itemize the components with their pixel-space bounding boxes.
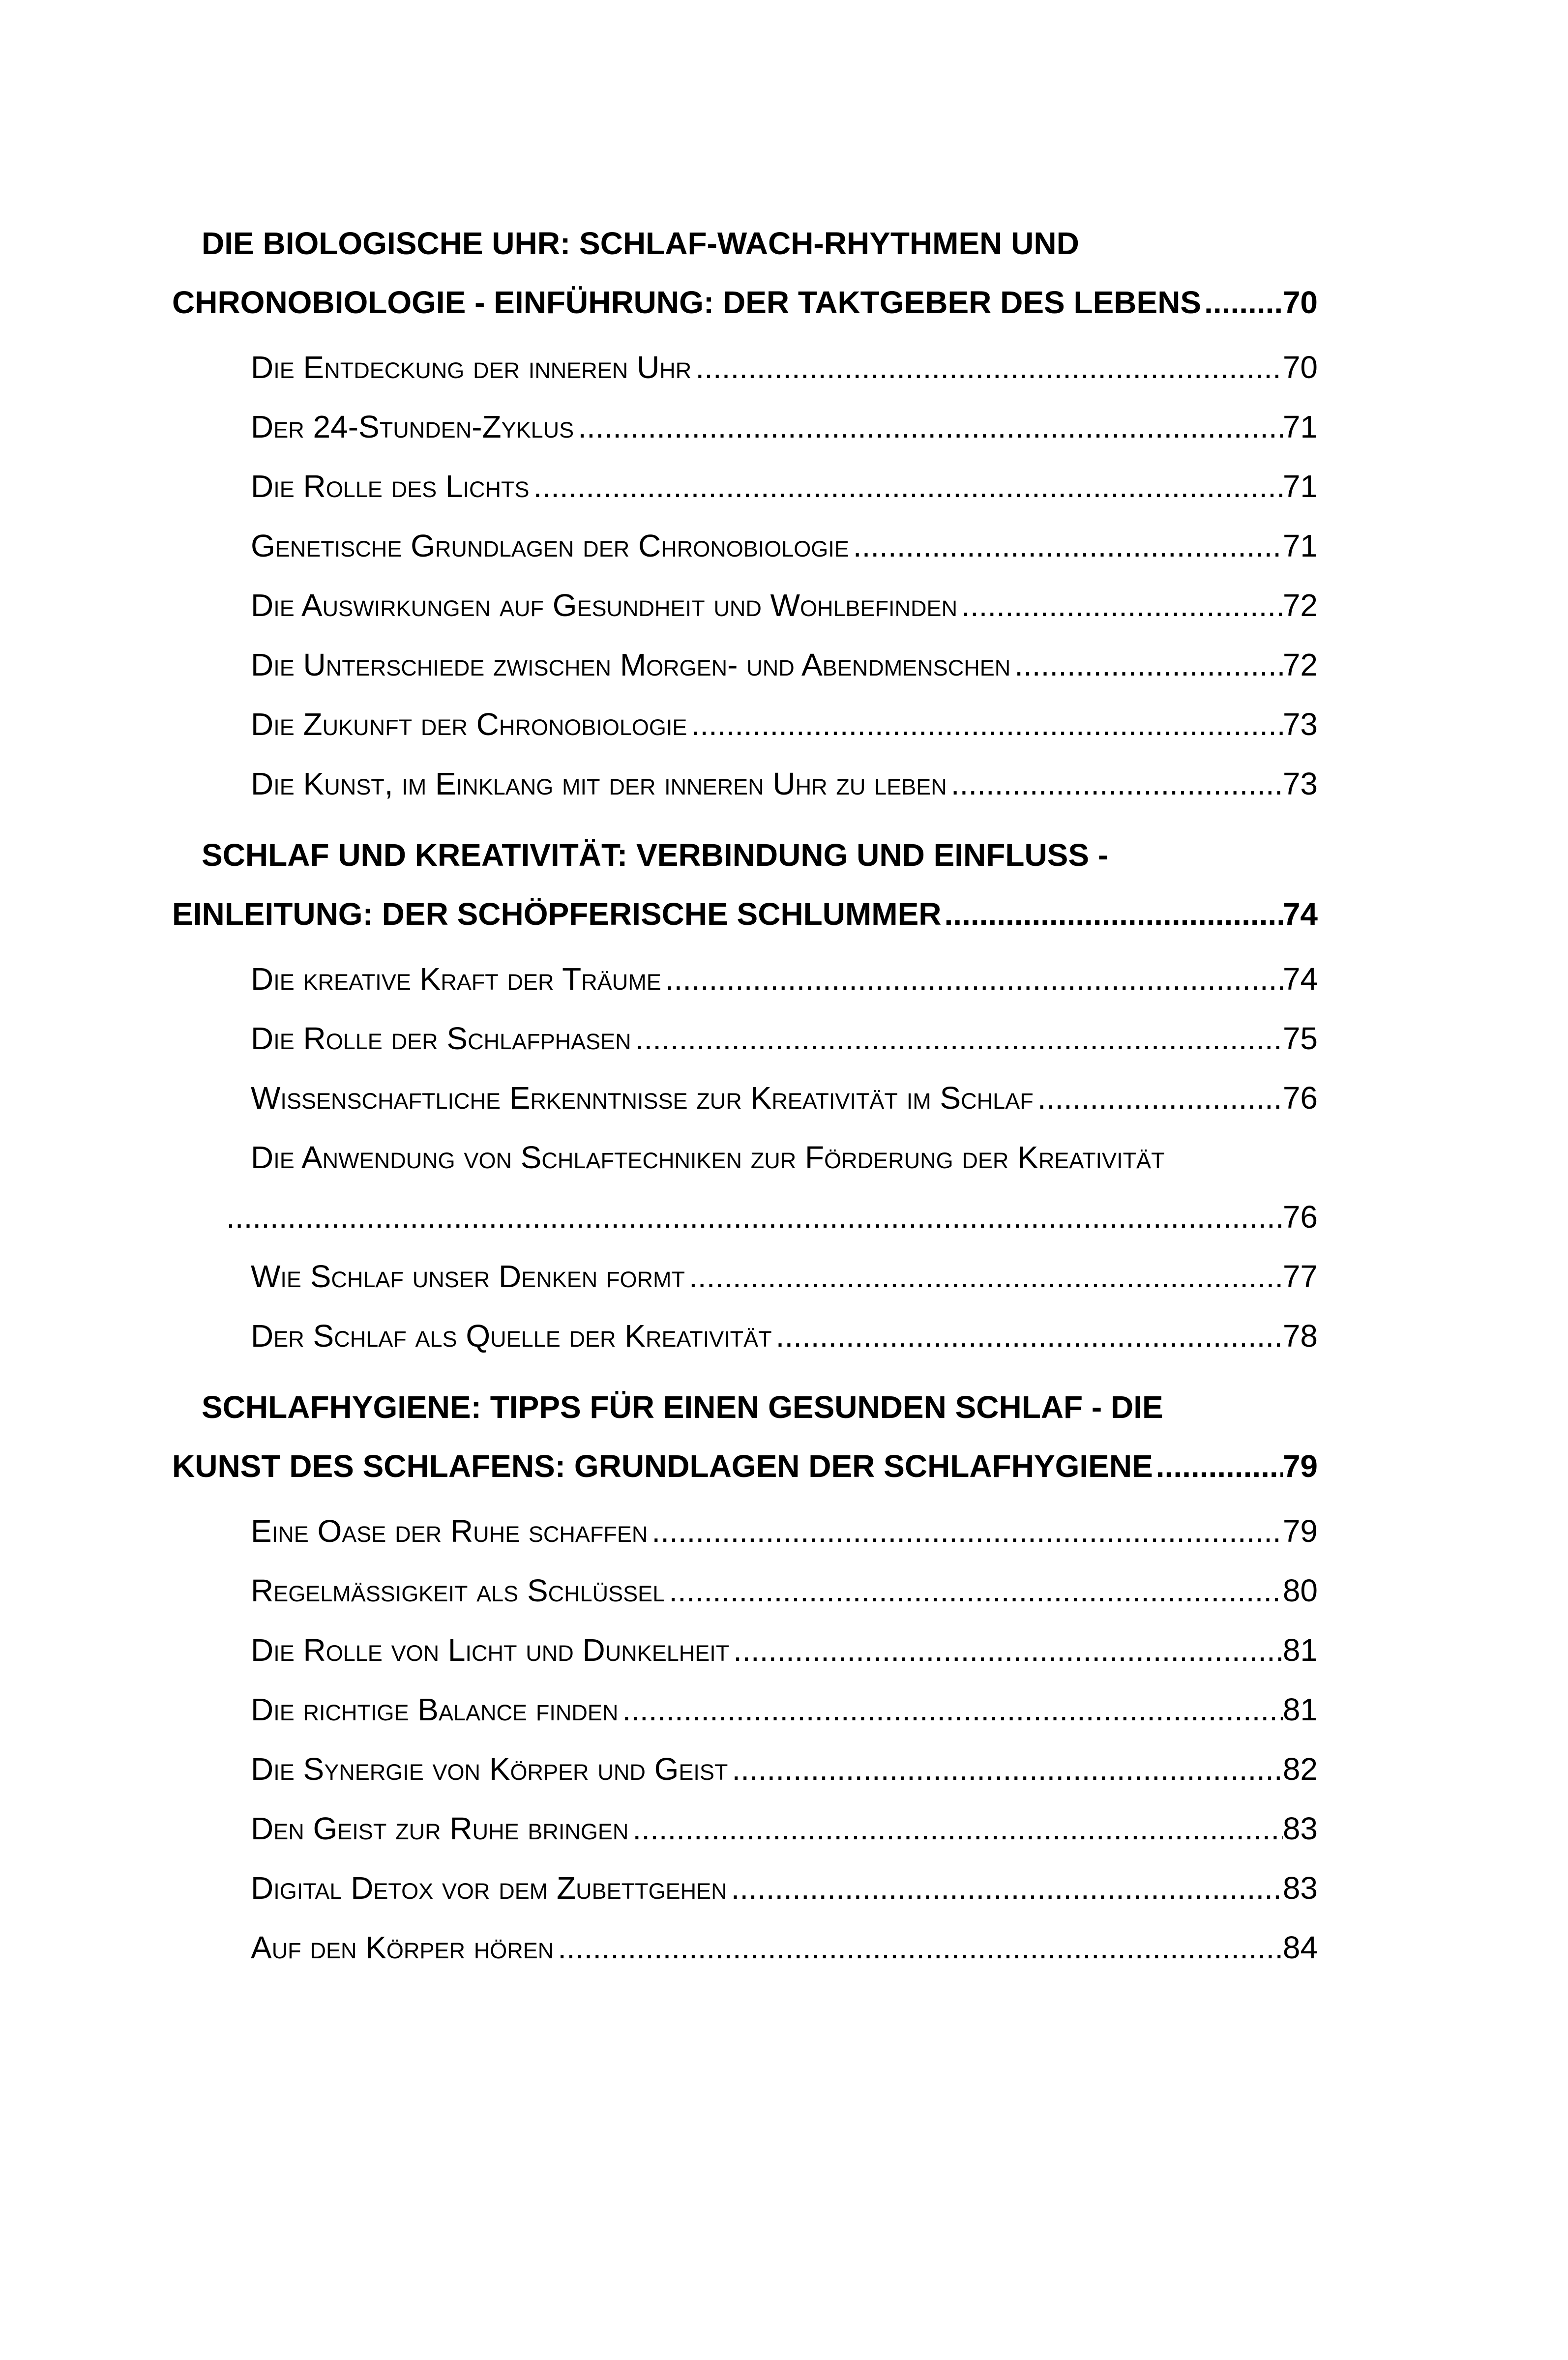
table-of-contents [172, 214, 1318, 1989]
dot-leader [687, 695, 1282, 754]
entry-title: Die Rolle des Lichts [251, 469, 530, 504]
entry-title: Der Schlaf als Quelle der Kreativität [251, 1318, 772, 1354]
dot-leader [691, 338, 1283, 397]
dot-leader [554, 1918, 1283, 1977]
chapter-page-number: 74 [1282, 896, 1318, 932]
toc-entry[interactable] [172, 1680, 1318, 1740]
entry-page-number: 72 [1282, 647, 1318, 682]
entry-title: Die richtige Balance finden [251, 1692, 619, 1727]
section-list [172, 1496, 1318, 1989]
entry-title: Die Zukunft der Chronobiologie [251, 707, 687, 742]
entry-page-number: 79 [1282, 1513, 1318, 1549]
dot-leader [685, 1247, 1283, 1306]
entry-title: Eine Oase der Ruhe schaffen [251, 1513, 648, 1549]
entry-page-number: 83 [1282, 1870, 1318, 1906]
entry-page-number: 81 [1282, 1692, 1318, 1727]
entry-title: Auf den Körper hören [251, 1930, 554, 1965]
toc-entry[interactable] [172, 1799, 1318, 1858]
dot-leader [728, 1740, 1282, 1799]
chapter-title-line1[interactable]: SCHLAFHYGIENE: TIPPS FÜR EINEN GESUNDEN SCHLAF - DIE [202, 1389, 1163, 1425]
entry-page-number: 76 [1282, 1199, 1318, 1235]
chapter-title-line1[interactable]: DIE BIOLOGISCHE UHR: SCHLAF-WACH-RHYTHMEN UND [202, 226, 1079, 261]
entry-title: Die Synergie von Körper und Geist [251, 1751, 728, 1787]
entry-page-number: 83 [1282, 1811, 1318, 1846]
dot-leader [1010, 635, 1283, 695]
toc-entry[interactable] [172, 457, 1318, 516]
chapter-title-line2[interactable] [172, 273, 1318, 332]
section-list [172, 944, 1318, 1378]
dot-leader [628, 1799, 1282, 1858]
toc-entry[interactable] [172, 397, 1318, 457]
toc-entry[interactable] [172, 1306, 1318, 1366]
toc-entry-wrapped-leader[interactable] [172, 1187, 1318, 1247]
entry-page-number: 72 [1282, 588, 1318, 623]
dot-leader [648, 1502, 1282, 1561]
dot-leader [942, 885, 1283, 944]
dot-leader [957, 576, 1283, 635]
dot-leader [727, 1858, 1283, 1918]
entry-page-number: 75 [1282, 1021, 1318, 1056]
chapter-title-line2[interactable] [172, 885, 1318, 944]
entry-page-number: 76 [1282, 1080, 1318, 1116]
toc-entry-wrapped-title[interactable]: Die Anwendung von Schlaftechniken zur Förderung der Kreativität [251, 1140, 1165, 1175]
toc-entry[interactable] [172, 1858, 1318, 1918]
entry-page-number: 71 [1282, 469, 1318, 504]
entry-title: Digital Detox vor dem Zubettgehen [251, 1870, 727, 1906]
entry-page-number: 84 [1282, 1930, 1318, 1965]
entry-title: Die Entdeckung der inneren Uhr [251, 350, 692, 385]
dot-leader [631, 1009, 1283, 1068]
entry-page-number: 73 [1282, 766, 1318, 801]
toc-entry[interactable] [172, 1502, 1318, 1561]
entry-page-number: 70 [1282, 350, 1318, 385]
entry-page-number: 71 [1282, 528, 1318, 563]
toc-chapter [172, 826, 1318, 1378]
entry-page-number: 80 [1282, 1573, 1318, 1608]
chapter-title-line2[interactable] [172, 1437, 1318, 1496]
toc-entry[interactable] [172, 576, 1318, 635]
dot-leader [1034, 1068, 1283, 1128]
entry-page-number: 74 [1282, 961, 1318, 997]
entry-title: Die Rolle von Licht und Dunkelheit [251, 1632, 730, 1668]
chapter-title-line1[interactable]: SCHLAF UND KREATIVITÄT: VERBINDUNG UND EINFLUSS - [202, 837, 1109, 873]
toc-entry[interactable] [172, 1621, 1318, 1680]
toc-entry[interactable] [172, 949, 1318, 1009]
dot-leader [849, 516, 1283, 576]
dot-leader [618, 1680, 1282, 1740]
chapter-page-number: 70 [1282, 285, 1318, 320]
toc-entry[interactable] [172, 635, 1318, 695]
chapter-page-number: 79 [1282, 1448, 1318, 1484]
toc-entry[interactable] [172, 516, 1318, 576]
entry-title: Die Kunst, im Einklang mit der inneren Uhr zu leben [251, 766, 947, 801]
dot-leader [772, 1306, 1283, 1366]
entry-title: Wissenschaftliche Erkenntnisse zur Kreativität im Schlaf [251, 1080, 1034, 1116]
entry-title: Genetische Grundlagen der Chronobiologie [251, 528, 849, 563]
toc-entry[interactable] [172, 1247, 1318, 1306]
chapter-title-text: KUNST DES SCHLAFENS: GRUNDLAGEN DER SCHLAFHYGIENE [172, 1448, 1153, 1484]
section-list [172, 332, 1318, 826]
toc-chapter [172, 1378, 1318, 1989]
toc-chapter [172, 214, 1318, 826]
toc-entry[interactable] [172, 1068, 1318, 1128]
dot-leader [1201, 273, 1283, 332]
dot-leader [226, 1187, 1283, 1247]
entry-title: Den Geist zur Ruhe bringen [251, 1811, 629, 1846]
toc-entry[interactable] [172, 754, 1318, 814]
entry-title: Der 24-Stunden-Zyklus [251, 409, 574, 444]
entry-page-number: 81 [1282, 1632, 1318, 1668]
entry-title: Die kreative Kraft der Träume [251, 961, 661, 997]
chapter-title-text: CHRONOBIOLOGIE - EINFÜHRUNG: DER TAKTGEBER DES LEBENS [172, 285, 1202, 320]
chapter-title-text: EINLEITUNG: DER SCHÖPFERISCHE SCHLUMMER [172, 896, 942, 932]
entry-page-number: 78 [1282, 1318, 1318, 1354]
dot-leader [947, 754, 1283, 814]
entry-title: Die Rolle der Schlafphasen [251, 1021, 631, 1056]
entry-title: Wie Schlaf unser Denken formt [251, 1259, 685, 1294]
entry-page-number: 82 [1282, 1751, 1318, 1787]
toc-entry[interactable] [172, 1561, 1318, 1621]
entry-page-number: 73 [1282, 707, 1318, 742]
entry-title: Die Auswirkungen auf Gesundheit und Wohlbefinden [251, 588, 958, 623]
dot-leader [729, 1621, 1283, 1680]
entry-title: Die Unterschiede zwischen Morgen- und Abendmenschen [251, 647, 1011, 682]
dot-leader [665, 1561, 1283, 1621]
dot-leader [1153, 1437, 1283, 1496]
entry-page-number: 77 [1282, 1259, 1318, 1294]
toc-entry[interactable] [172, 695, 1318, 754]
toc-entry[interactable] [172, 1740, 1318, 1799]
toc-entry[interactable] [172, 338, 1318, 397]
entry-page-number: 71 [1282, 409, 1318, 444]
entry-title: Regelmäßigkeit als Schlüssel [251, 1573, 665, 1608]
dot-leader [661, 949, 1283, 1009]
dot-leader [530, 457, 1283, 516]
toc-entry[interactable] [172, 1918, 1318, 1977]
dot-leader [574, 397, 1283, 457]
toc-entry[interactable] [172, 1009, 1318, 1068]
